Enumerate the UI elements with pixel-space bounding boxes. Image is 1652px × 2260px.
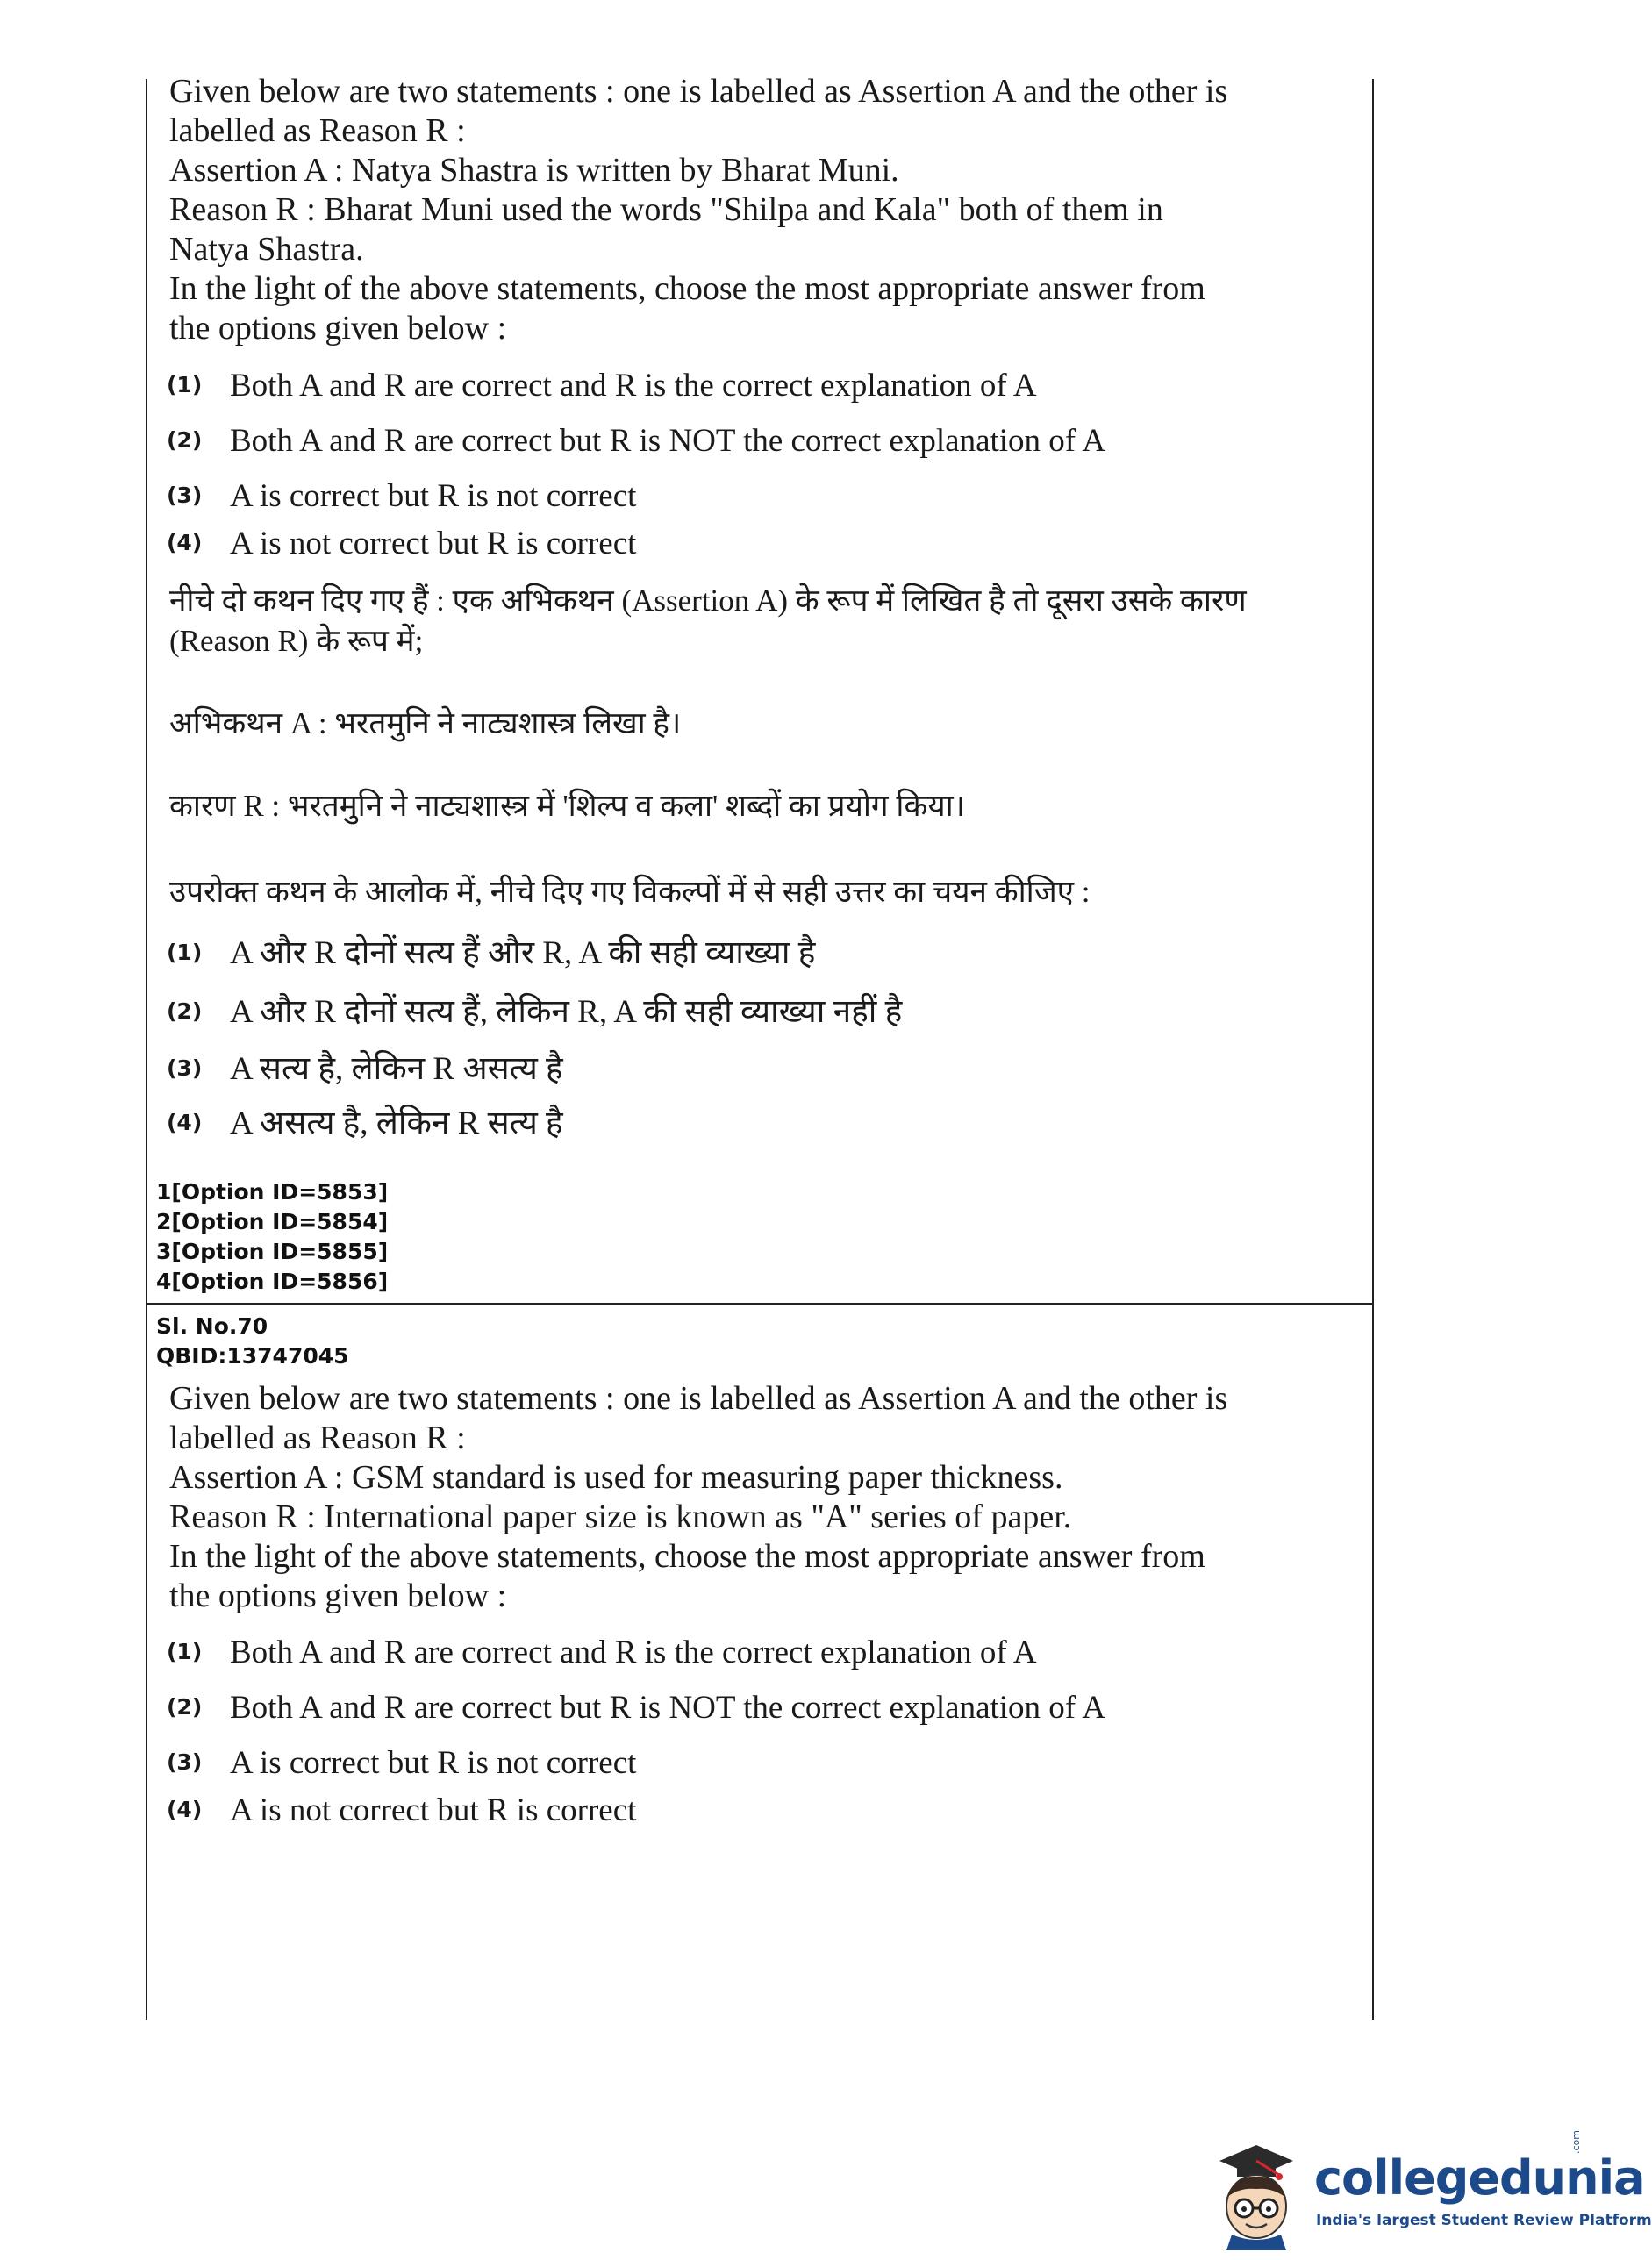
option-number: (2) [167, 998, 203, 1024]
option-text: Both A and R are correct but R is NOT the correct explanation of A [230, 1690, 1106, 1726]
option-id: 1[Option ID=5853] [156, 1179, 389, 1205]
q69-statement [169, 72, 1345, 348]
brand-suffix: .com [1570, 2130, 1582, 2154]
left-border [146, 79, 147, 2020]
q69-hindi-assertion: अभिकथन A : भरतमुनि ने नाट्यशास्त्र लिखा है। [169, 706, 682, 740]
q69-option-1 [167, 367, 1037, 404]
statement-line: Reason R : International paper size is known as "A" series of paper. [169, 1498, 1072, 1535]
statement-line: labelled as Reason R : [169, 1420, 466, 1456]
serial-number: Sl. No.70 [156, 1313, 268, 1339]
option-number: (3) [167, 1055, 203, 1081]
q70-header [156, 1312, 349, 1371]
statement-line: the options given below : [169, 1577, 507, 1614]
q69-option-ids [156, 1177, 388, 1297]
student-mascot-icon [1202, 2136, 1312, 2250]
option-number: (1) [167, 1639, 203, 1664]
statement-line: In the light of the above statements, choose the most appropriate answer from [169, 1538, 1205, 1575]
q70-option-4 [167, 1792, 636, 1829]
option-text: A is not correct but R is correct [230, 1792, 637, 1828]
q69-hindi-intro-2: (Reason R) के रूप में; [169, 624, 424, 658]
question-bank-id: QBID:13747045 [156, 1343, 349, 1369]
q69-hindi-option-2 [167, 987, 902, 1032]
q69-hindi-question: उपरोक्त कथन के आलोक में, नीचे दिए गए विकल्पों में से सही उत्तर का चयन कीजिए : [169, 875, 1091, 909]
option-number: (4) [167, 530, 203, 555]
option-text: A और R दोनों सत्य हैं, लेकिन R, A की सही व्याख्या नहीं है [230, 994, 903, 1030]
q70-option-3 [167, 1744, 636, 1782]
option-id: 2[Option ID=5854] [156, 1209, 389, 1234]
question-divider [146, 1303, 1374, 1305]
option-id: 4[Option ID=5856] [156, 1269, 389, 1294]
option-number: (4) [167, 1110, 203, 1135]
option-number: (3) [167, 483, 203, 508]
option-number: (1) [167, 940, 203, 965]
statement-line: In the light of the above statements, choose the most appropriate answer from [169, 270, 1205, 307]
q69-option-4 [167, 525, 636, 562]
option-number: (1) [167, 372, 203, 397]
right-border [1372, 79, 1374, 2020]
q70-option-2 [167, 1689, 1105, 1727]
option-text: A is correct but R is not correct [230, 1745, 637, 1781]
option-number: (2) [167, 1694, 203, 1720]
brand-tagline: India's largest Student Review Platform [1316, 2212, 1652, 2229]
statement-line: the options given below : [169, 310, 507, 347]
option-text: Both A and R are correct and R is the correct explanation of A [230, 368, 1037, 404]
q69-option-3 [167, 477, 636, 515]
q69-hindi-option-4 [167, 1098, 563, 1143]
statement-line: Given below are two statements : one is labelled as Assertion A and the other is [169, 73, 1228, 110]
option-id: 3[Option ID=5855] [156, 1239, 389, 1264]
statement-line: Given below are two statements : one is labelled as Assertion A and the other is [169, 1380, 1228, 1417]
q70-option-1 [167, 1634, 1037, 1671]
q69-hindi-reason: कारण R : भरतमुनि ने नाट्यशास्त्र में 'शिल्प व कला' शब्दों का प्रयोग किया। [169, 789, 965, 823]
q70-statement [169, 1379, 1345, 1616]
q69-option-2 [167, 422, 1105, 460]
q69-hindi-intro-1: नीचे दो कथन दिए गए हैं : एक अभिकथन (Assertion A) के रूप में लिखित है तो दूसरा उसके कारण [169, 583, 1247, 618]
option-text: A सत्य है, लेकिन R असत्य है [230, 1051, 563, 1087]
q69-hindi-option-1 [167, 928, 815, 973]
q69-hindi-option-3 [167, 1044, 563, 1089]
collegedunia-logo[interactable] [1202, 2130, 1652, 2250]
option-number: (4) [167, 1797, 203, 1822]
option-text: A is not correct but R is correct [230, 526, 637, 561]
statement-line: labelled as Reason R : [169, 112, 466, 149]
statement-line: Natya Shastra. [169, 231, 364, 268]
option-text: A is correct but R is not correct [230, 478, 637, 514]
option-text: A और R दोनों सत्य हैं और R, A की सही व्याख्या है [230, 935, 816, 971]
statement-line: Assertion A : GSM standard is used for measuring paper thickness. [169, 1459, 1063, 1496]
option-text: Both A and R are correct but R is NOT the correct explanation of A [230, 423, 1106, 459]
option-number: (3) [167, 1749, 203, 1775]
statement-line: Reason R : Bharat Muni used the words "Shilpa and Kala" both of them in [169, 191, 1163, 228]
option-number: (2) [167, 427, 203, 453]
brand-name: collegedunia [1314, 2150, 1645, 2206]
statement-line: Assertion A : Natya Shastra is written by Bharat Muni. [169, 152, 899, 189]
option-text: Both A and R are correct and R is the correct explanation of A [230, 1634, 1037, 1670]
option-text: A असत्य है, लेकिन R सत्य है [230, 1105, 563, 1141]
